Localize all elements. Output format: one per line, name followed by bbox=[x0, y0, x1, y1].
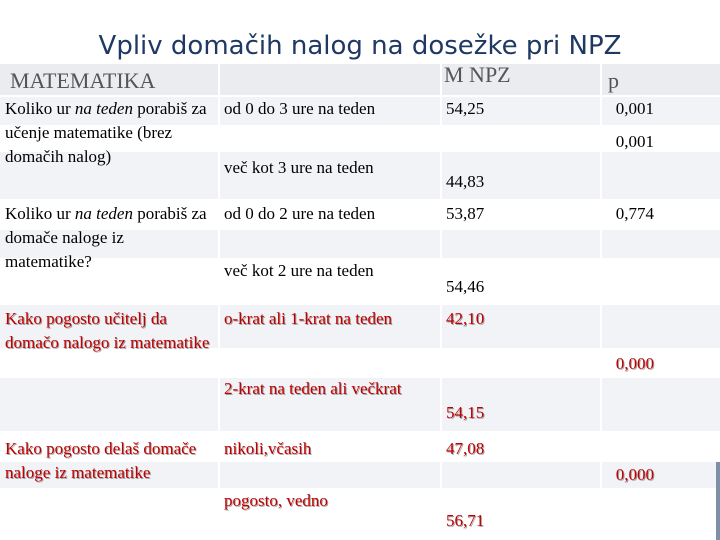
option-label: o-krat ali 1-krat na teden bbox=[224, 309, 393, 328]
column-divider bbox=[218, 64, 220, 540]
question-teacher-frequency: Kako pogosto učitelj da domačo nalogo iz matematike bbox=[5, 309, 210, 352]
question-homework-frequency: Kako pogosto delaš domače naloge iz matematike bbox=[5, 439, 197, 482]
option-label: pogosto, vedno bbox=[224, 491, 328, 510]
mean-value: 54,25 bbox=[446, 99, 485, 118]
p-value: 0,000 bbox=[615, 465, 654, 484]
header-subject: MATEMATIKA bbox=[10, 68, 156, 93]
option-label: več kot 3 ure na teden bbox=[224, 158, 374, 177]
option-label: od 0 do 3 ure na teden bbox=[224, 99, 376, 118]
mean-value: 56,71 bbox=[446, 511, 485, 530]
column-divider bbox=[600, 64, 602, 540]
option-label: od 0 do 2 ure na teden bbox=[224, 204, 376, 223]
option-label: nikoli,včasih bbox=[224, 439, 312, 458]
mean-value: 44,83 bbox=[446, 172, 485, 191]
page-title: Vpliv domačih nalog na dosežke pri NPZ bbox=[98, 31, 622, 61]
p-value: 0,001 bbox=[615, 132, 654, 151]
edge-strip bbox=[716, 462, 720, 540]
option-label: več kot 2 ure na teden bbox=[224, 261, 374, 280]
row-divider bbox=[0, 431, 720, 433]
mean-value: 53,87 bbox=[446, 204, 485, 223]
p-value: 0,000 bbox=[615, 354, 654, 373]
header-mean: M NPZ bbox=[444, 62, 511, 87]
p-value: 0,774 bbox=[615, 204, 654, 223]
mean-value: 54,46 bbox=[446, 277, 485, 296]
table-row bbox=[0, 488, 720, 540]
header-p: p bbox=[608, 68, 619, 93]
p-value: 0,001 bbox=[615, 99, 654, 118]
option-label: 2-krat na teden ali večkrat bbox=[224, 379, 402, 398]
row-divider bbox=[0, 199, 720, 201]
row-divider bbox=[0, 303, 720, 305]
mean-value: 54,15 bbox=[446, 403, 485, 422]
question-homework-time: Koliko ur na teden porabiš za domače naloge iz matematike? bbox=[5, 204, 207, 271]
mean-value: 42,10 bbox=[446, 309, 485, 328]
column-divider bbox=[440, 64, 442, 540]
question-study-time: Koliko ur na teden porabiš za učenje matematike (brez domačih nalog) bbox=[5, 99, 207, 166]
mean-value: 47,08 bbox=[446, 439, 485, 458]
